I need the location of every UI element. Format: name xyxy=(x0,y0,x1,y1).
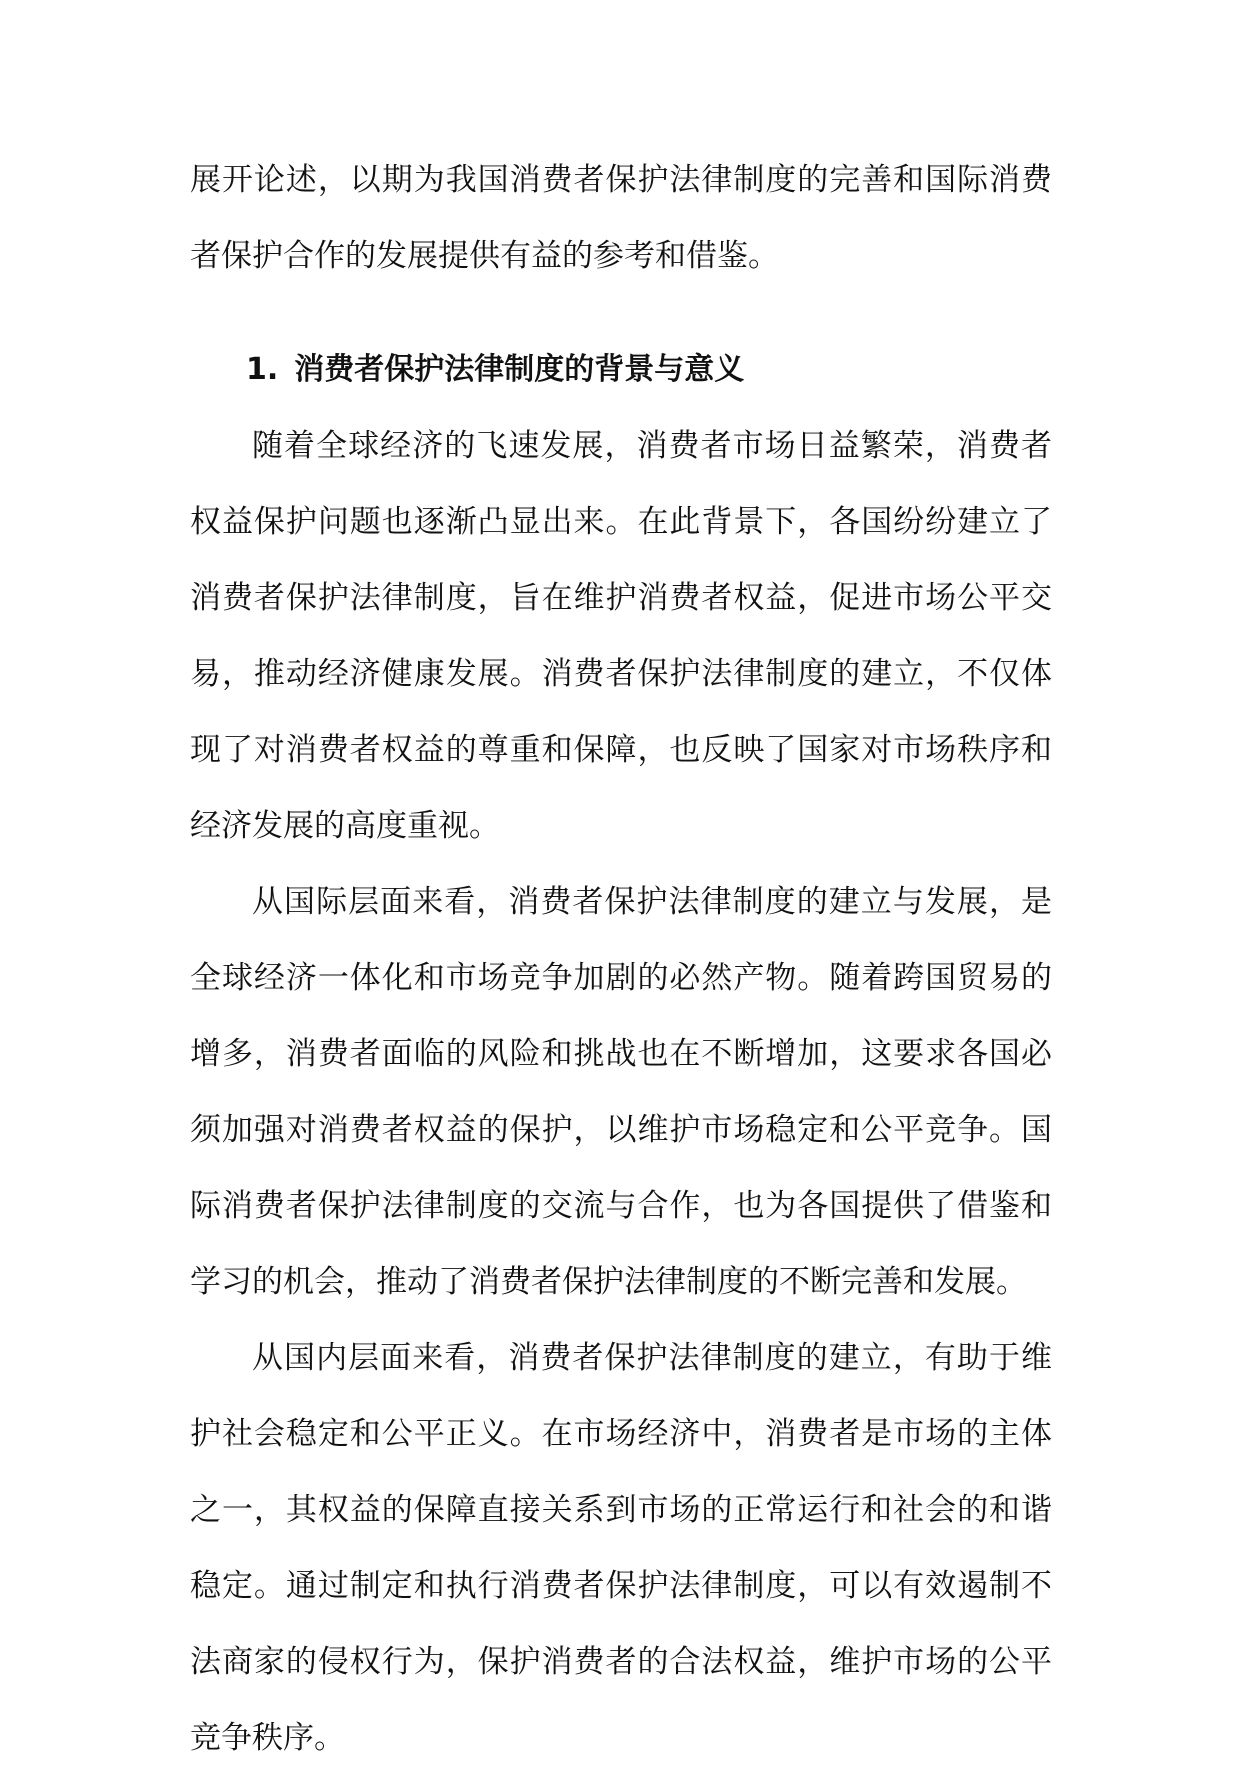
intro-paragraph: 展开论述，以期为我国消费者保护法律制度的完善和国际消费者保护合作的发展提供有益的参考和借鉴。 xyxy=(190,162,1052,274)
body-paragraph-3: 从国内层面来看，消费者保护法律制度的建立，有助于维护社会稳定和公平正义。在市场经济中，消费者是市场的主体之一，其权益的保障直接关系到市场的正常运行和社会的和谐稳定。通过制定和执行消费者保护法律制度，可以有效遏制不法商家的侵权行为，保护消费者的合法权益，维护市场的公平竞争秩序。 xyxy=(190,1340,1052,1756)
section-title: 消费者保护法律制度的背景与意义 xyxy=(294,352,745,387)
body-paragraph-2: 从国际层面来看，消费者保护法律制度的建立与发展，是全球经济一体化和市场竞争加剧的必然产物。随着跨国贸易的增多，消费者面临的风险和挑战也在不断增加，这要求各国必须加强对消费者权益的保护，以维护市场稳定和公平竞争。国际消费者保护法律制度的交流与合作，也为各国提供了借鉴和学习的机会，推动了消费者保护法律制度的不断完善和发展。 xyxy=(190,884,1052,1300)
section-heading xyxy=(190,294,1052,408)
body-paragraph-1: 随着全球经济的飞速发展，消费者市场日益繁荣，消费者权益保护问题也逐渐凸显出来。在此背景下，各国纷纷建立了消费者保护法律制度，旨在维护消费者权益，促进市场公平交易，推动经济健康发展。消费者保护法律制度的建立，不仅体现了对消费者权益的尊重和保障，也反映了国家对市场秩序和经济发展的高度重视。 xyxy=(190,428,1052,844)
document-body xyxy=(190,142,1052,1776)
section-number: 1. xyxy=(246,352,279,387)
